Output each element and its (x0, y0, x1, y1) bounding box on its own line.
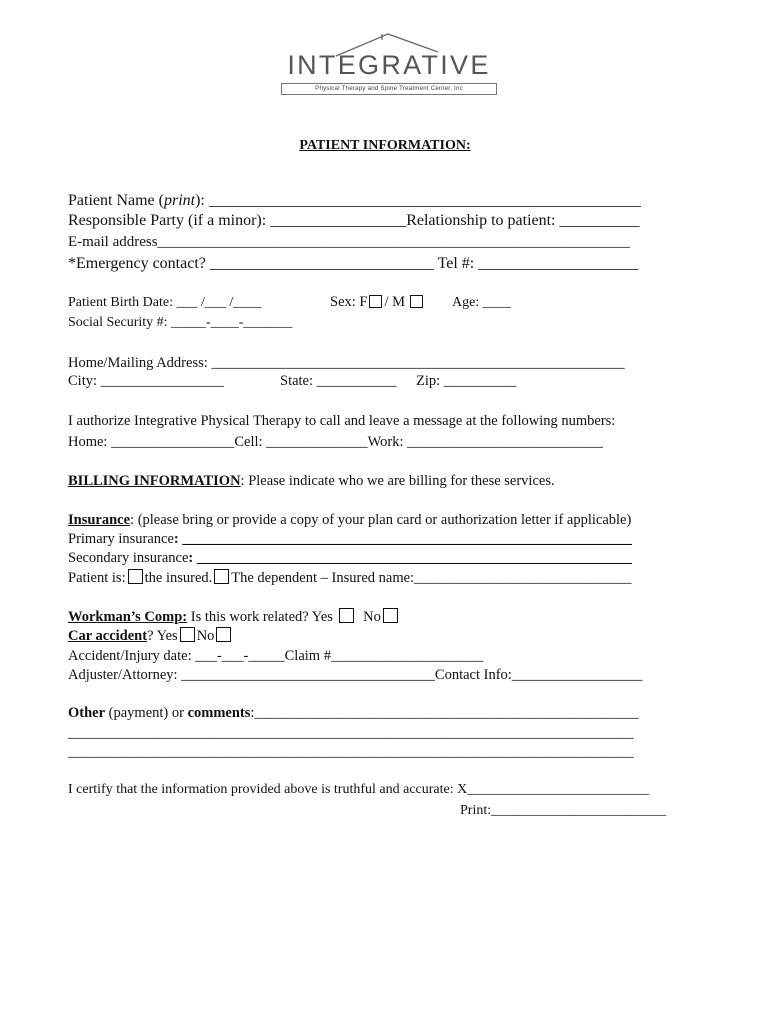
email-field[interactable]: E-mail address_______________________________________________________________ (68, 234, 631, 250)
sex-male-checkbox[interactable] (410, 295, 423, 308)
sex-field: Sex: F / M (330, 294, 425, 311)
comments-line[interactable]: ______________________________________________________________________________ (68, 744, 634, 760)
billing-heading: BILLING INFORMATION: Please indicate who we are billing for these services. (68, 473, 555, 489)
certify-signature-field[interactable]: I certify that the information provided above is truthful and accurate: X__________________________ (68, 782, 650, 797)
adjuster-field[interactable]: Adjuster/Attorney: ___________________________________Contact Info:__________________ (68, 667, 643, 683)
sex-female-checkbox[interactable] (369, 295, 382, 308)
emergency-contact-field[interactable]: *Emergency contact? ____________________________ Tel #: ____________________ (68, 255, 639, 272)
insurance-heading: Insurance: (please bring or provide a copy of your plan card or authorization letter if applicable) (68, 512, 632, 528)
home-address-field[interactable]: Home/Mailing Address: _________________________________________________________ (68, 355, 625, 371)
company-logo (278, 30, 500, 98)
other-comments-field[interactable]: Other (payment) or comments:_____________________________________________________ (68, 705, 639, 721)
print-name-field[interactable]: Print:_________________________ (460, 803, 667, 818)
ssn-field[interactable]: Social Security #: _____-____-_______ (68, 315, 293, 330)
accident-date-field[interactable]: Accident/Injury date: ___-___-_____Claim #_____________________ (68, 648, 484, 664)
work-related-no-checkbox[interactable] (383, 608, 398, 623)
comments-line[interactable]: ______________________________________________________________________________ (68, 725, 634, 741)
state-field[interactable]: State: ___________ (280, 373, 397, 389)
car-accident-field: Car accident? Yes No (68, 627, 233, 645)
primary-insurance-field[interactable]: Primary insurance: ______________________________________________________________ (68, 531, 632, 547)
dependent-checkbox[interactable] (214, 569, 229, 584)
logo-subtitle: Physical Therapy and Spine Treatment Center, Inc (281, 83, 497, 95)
secondary-insurance-field[interactable]: Secondary insurance: ____________________________________________________________ (68, 550, 632, 566)
car-accident-no-checkbox[interactable] (216, 627, 231, 642)
insured-checkbox[interactable] (128, 569, 143, 584)
workmans-comp-field: Workman’s Comp: Is this work related? Yes No (68, 608, 400, 626)
city-field[interactable]: City: _________________ (68, 373, 224, 389)
age-field[interactable]: Age: ____ (452, 295, 511, 310)
responsible-party-field[interactable]: Responsible Party (if a minor): _________________Relationship to patient: __________ (68, 212, 640, 229)
patient-is-field: Patient is: the insured. The dependent – Insured name:______________________________ (68, 570, 632, 586)
logo-wordmark: INTEGRATIVE (287, 50, 491, 80)
birth-date-field[interactable]: Patient Birth Date: ___ /___ /____ (68, 295, 262, 310)
car-accident-yes-checkbox[interactable] (180, 627, 195, 642)
phone-numbers-field[interactable]: Home: _________________Cell: ______________Work: ___________________________ (68, 434, 603, 450)
form-title: PATIENT INFORMATION: (299, 138, 471, 153)
zip-field[interactable]: Zip: __________ (416, 373, 517, 389)
patient-name-field[interactable]: Patient Name (print): ______________________________________________________ (68, 192, 641, 209)
phone-authorization-text: I authorize Integrative Physical Therapy to call and leave a message at the following numbers: (68, 413, 616, 429)
work-related-yes-checkbox[interactable] (339, 608, 354, 623)
